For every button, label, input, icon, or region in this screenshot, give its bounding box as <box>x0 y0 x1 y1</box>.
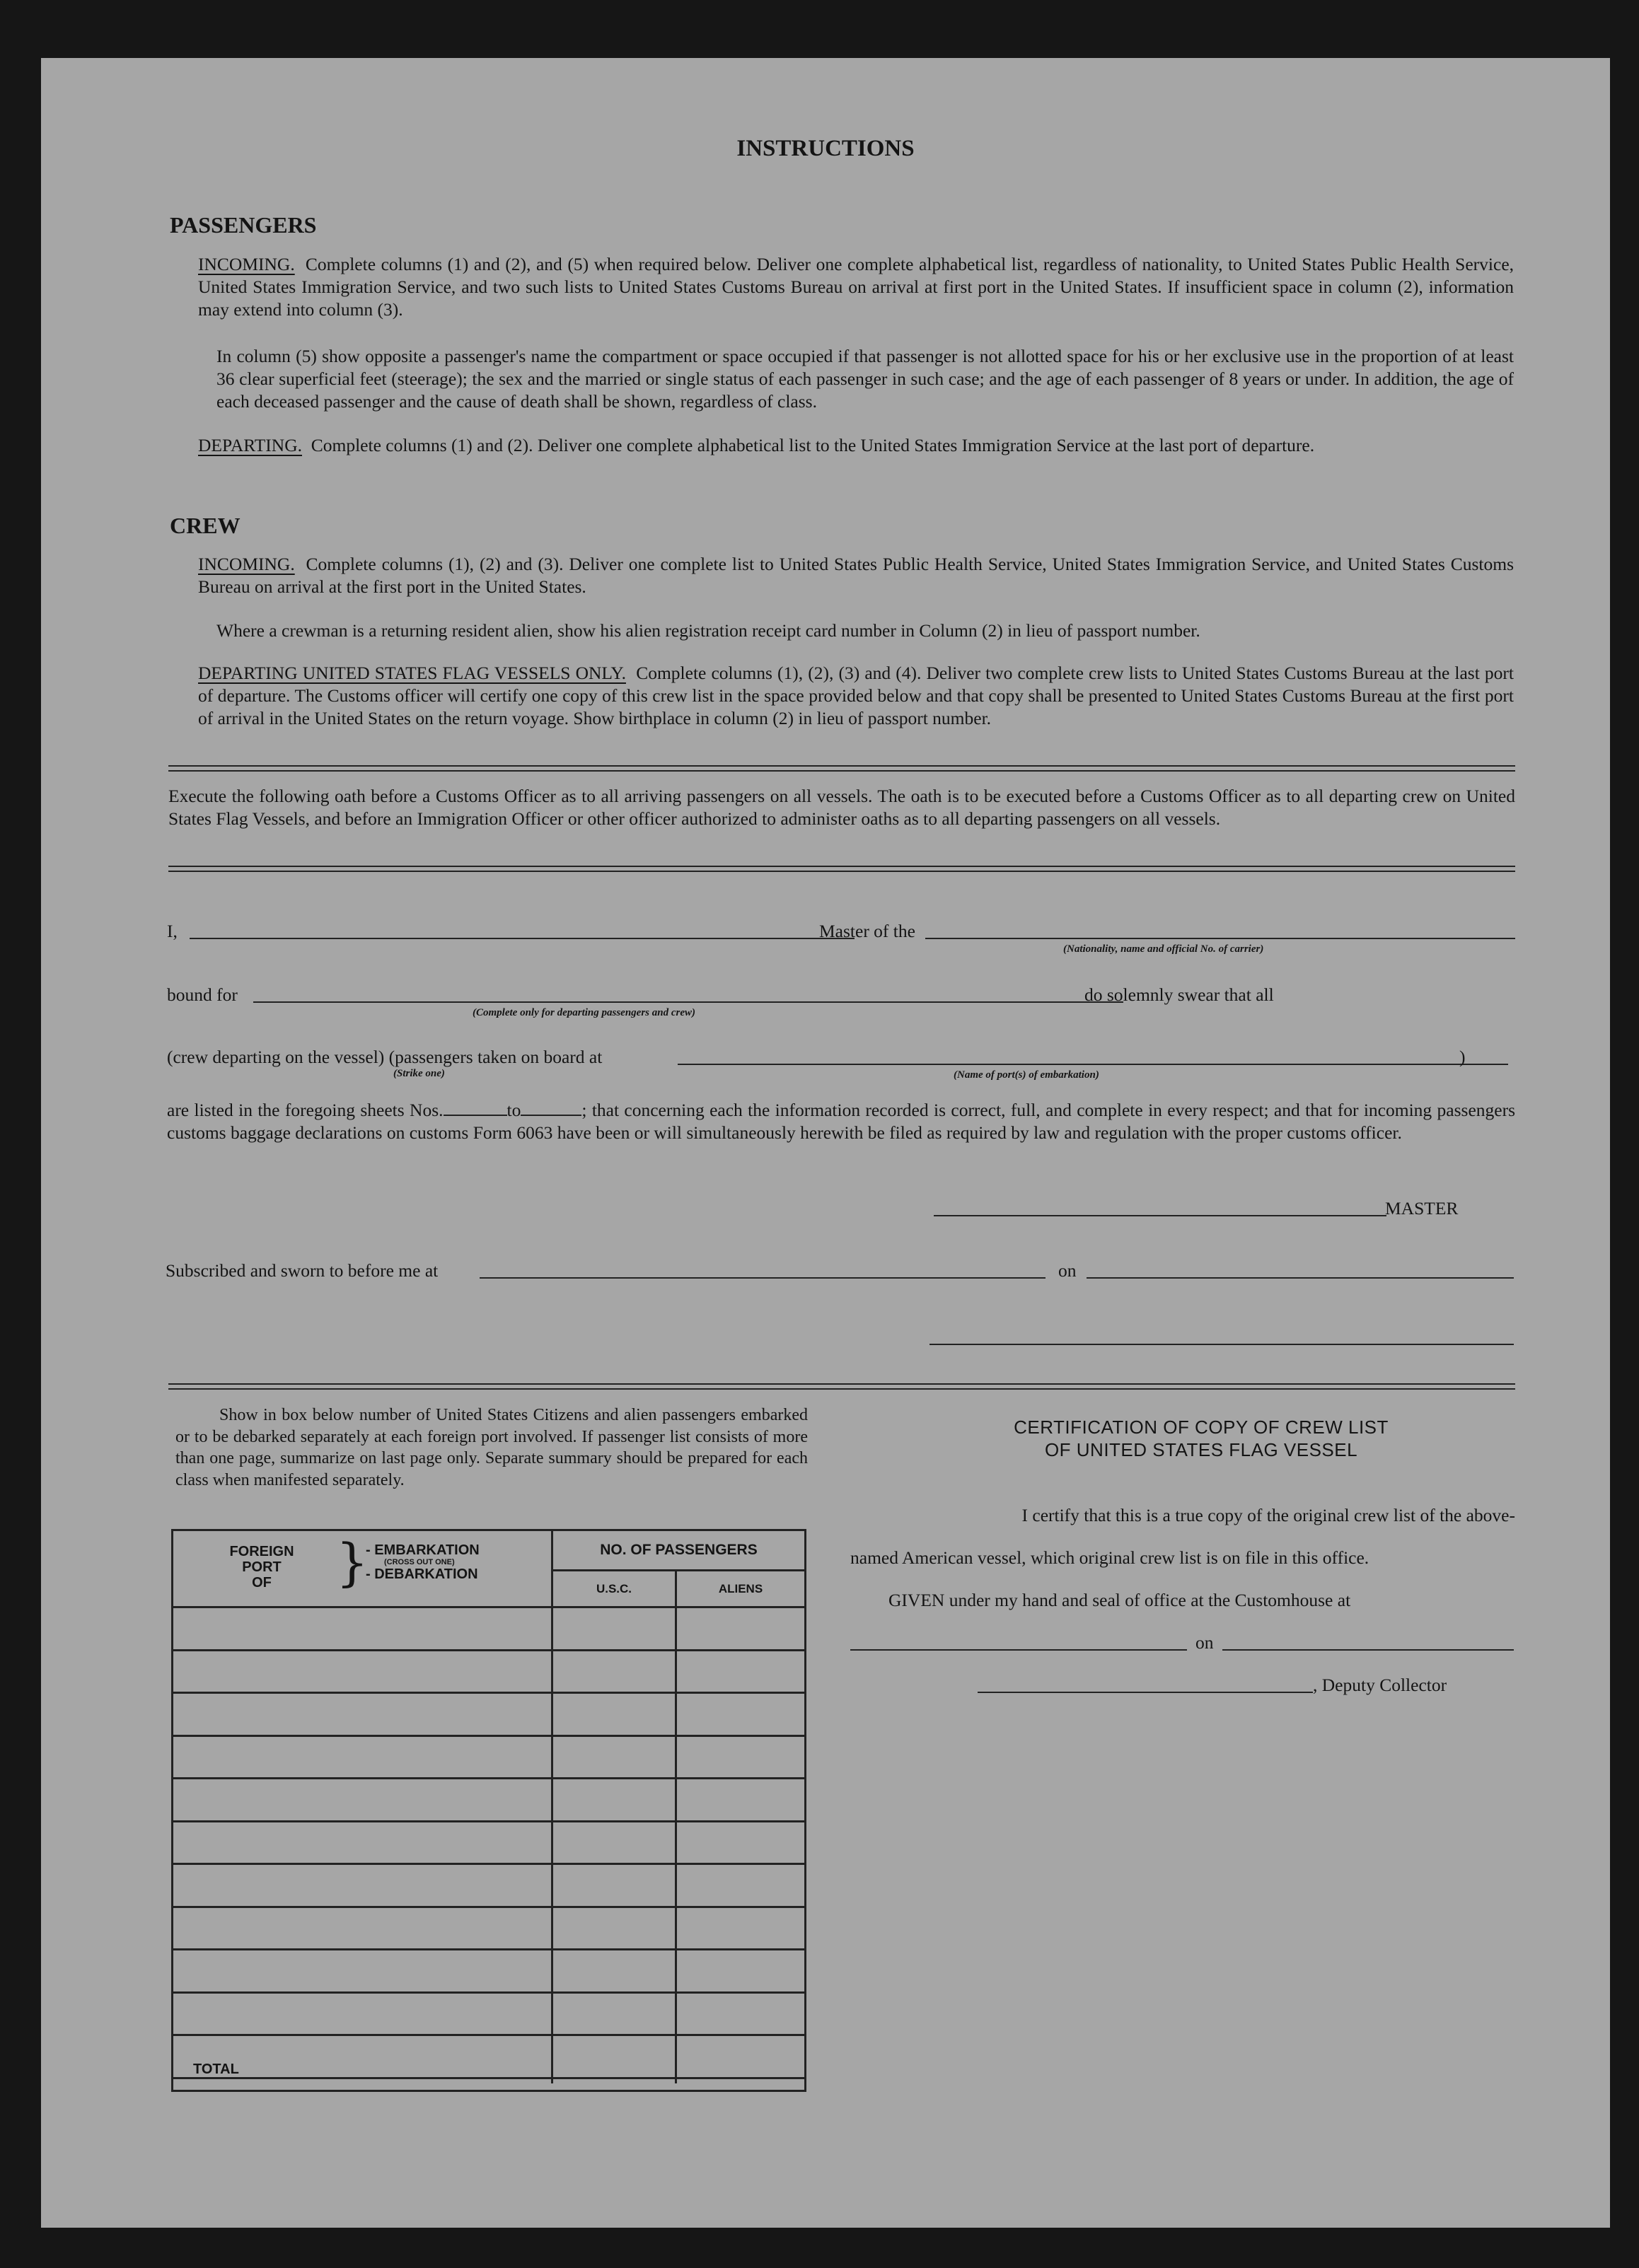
sworn-on-label: on <box>1058 1260 1077 1281</box>
table-cell-aliens[interactable] <box>677 1994 804 2035</box>
strike-one-caption: (Strike one) <box>393 1068 445 1079</box>
crew-incoming-text: Complete columns (1), (2) and (3). Deliver one complete list to United States Public Health Service, United States Immigration Service, and United States Customs Bureau on arrival at the first port in the United States. <box>198 554 1515 597</box>
crew-departing-label: (crew departing on the vessel) (passengers taken on board at <box>167 1047 603 1067</box>
crew-heading: CREW <box>170 513 241 538</box>
table-row[interactable] <box>173 1779 804 1822</box>
passengers-departing-paragraph <box>198 434 1514 457</box>
table-cell-port[interactable] <box>173 1994 553 2035</box>
aliens-header: ALIENS <box>677 1571 804 1608</box>
crew-departing-text: Complete columns (1), (2), (3) and (4). Deliver two complete crew lists to United States Customs Bureau at the last port of departure. The Customs officer will certify one copy of this crew list in the space provided below and that copy shall be presented to United States Customs Bureau at the first port of arrival in the United States on the return voyage. Show birthplace in column (2) in lieu of passport number. <box>198 663 1515 728</box>
table-cell-usc[interactable] <box>553 1608 677 1649</box>
certify-line-2: named American vessel, which original crew list is on file in this office. <box>850 1547 1369 1568</box>
table-cell-aliens[interactable] <box>677 1865 804 1906</box>
table-cell-aliens[interactable] <box>677 1779 804 1820</box>
master-name-field[interactable] <box>190 938 855 939</box>
certification-on-label: on <box>1195 1632 1214 1653</box>
passengers-heading: PASSENGERS <box>170 212 317 238</box>
table-cell-usc[interactable] <box>553 1822 677 1863</box>
bound-for-field[interactable] <box>253 1001 1123 1003</box>
table-cell-port[interactable] <box>173 1822 553 1863</box>
table-cell-aliens[interactable] <box>677 1694 804 1735</box>
table-cell-usc[interactable] <box>553 1950 677 1991</box>
total-label: TOTAL <box>193 2061 239 2077</box>
table-cell-port[interactable] <box>173 1608 553 1649</box>
crew-incoming-label: INCOMING. <box>198 554 295 574</box>
total-row <box>173 2061 804 2084</box>
subscribed-label: Subscribed and sworn to before me at <box>166 1260 439 1281</box>
certification-date-field[interactable] <box>1222 1649 1514 1651</box>
crew-incoming-paragraph <box>198 553 1514 598</box>
crew-resident-paragraph: Where a crewman is a returning resident alien, show his alien registration receipt card number in Column (2) in lieu of passport number. <box>216 620 1200 641</box>
table-row[interactable] <box>173 1822 804 1866</box>
table-cell-port[interactable] <box>173 1865 553 1906</box>
crew-departing-paragraph <box>198 662 1514 730</box>
carrier-field[interactable] <box>925 938 1515 939</box>
crew-departing-label: DEPARTING UNITED STATES FLAG VESSELS ONLY. <box>198 663 626 683</box>
table-cell-usc[interactable] <box>553 1865 677 1906</box>
port-header-cell <box>173 1531 553 1608</box>
passengers-incoming-label: INCOMING. <box>198 254 295 274</box>
table-cell-port[interactable] <box>173 1737 553 1778</box>
table-cell-aliens[interactable] <box>677 1908 804 1949</box>
table-cell-port[interactable] <box>173 1779 553 1820</box>
sheets-post-text: ; that concerning each the information recorded is correct, full, and complete in every respect; and that for incoming passengers customs baggage declarations on customs Form 6063 have been or will simultaneously herewith be filed as required by law and regulation with the proper customs officer. <box>167 1100 1515 1143</box>
passengers-departing-label: DEPARTING. <box>198 435 302 455</box>
double-rule <box>168 765 1515 772</box>
deputy-collector-label: , Deputy Collector <box>1313 1675 1447 1695</box>
double-rule <box>168 866 1515 872</box>
page-title: INSTRUCTIONS <box>736 136 915 161</box>
given-text: GIVEN under my hand and seal of office at the Customhouse at <box>888 1590 1351 1610</box>
certification-heading: CERTIFICATION OF COPY OF CREW LIST OF UNITED STATES FLAG VESSEL <box>1014 1417 1389 1460</box>
table-cell-aliens[interactable] <box>677 1737 804 1778</box>
sworn-date-field[interactable] <box>1087 1277 1514 1279</box>
table-cell-port[interactable] <box>173 1908 553 1949</box>
embarkation-header: - EMBARKATION (CROSS OUT ONE) - DEBARKATION <box>366 1542 480 1582</box>
sheets-pre-text: are listed in the foregoing sheets Nos. <box>167 1100 444 1120</box>
passenger-summary-table <box>171 1529 806 2092</box>
certify-line-1: I certify that this is a true copy of the original crew list of the above- <box>1021 1505 1515 1525</box>
table-cell-usc[interactable] <box>553 1908 677 1949</box>
table-cell-aliens[interactable] <box>677 1651 804 1692</box>
table-cell-usc[interactable] <box>553 1737 677 1778</box>
table-cell-usc[interactable] <box>553 1994 677 2035</box>
solemnly-swear-label: do solemnly swear that all <box>1084 984 1274 1005</box>
table-cell-aliens[interactable] <box>677 1950 804 1991</box>
form-sheet <box>41 58 1610 2228</box>
passengers-incoming-text: Complete columns (1) and (2), and (5) when required below. Deliver one complete alphabetical list, regardless of nationality, to United States Public Health Service, United States Immigration Service, and two such lists to United States Customs Bureau on arrival at first port in the United States. If insufficient space in column (2), information may extend into column (3). <box>198 254 1515 320</box>
bound-caption: (Complete only for departing passengers and crew) <box>473 1007 695 1018</box>
total-usc-cell[interactable] <box>551 2079 677 2084</box>
table-row[interactable] <box>173 1865 804 1908</box>
ports-caption: (Name of port(s) of embarkation) <box>954 1069 1099 1081</box>
table-row[interactable] <box>173 1737 804 1780</box>
ports-field[interactable] <box>678 1064 1508 1065</box>
master-of-the-label: Master of the <box>819 921 915 941</box>
foreign-port-header: FOREIGN PORT OF <box>229 1544 294 1590</box>
close-paren: ) <box>1459 1047 1466 1067</box>
brace: } <box>336 1533 369 1592</box>
table-row[interactable] <box>173 2036 804 2079</box>
sheets-to-text: to <box>506 1100 521 1120</box>
deputy-collector-signature-field[interactable] <box>978 1692 1313 1693</box>
carrier-caption: (Nationality, name and official No. of carrier) <box>1063 943 1264 955</box>
oath-instruction: Execute the following oath before a Customs Officer as to all arriving passengers on all vessels. The oath is to be executed before a Customs Officer as to all departing crew on United States Flag Vessels, and before an Immigration Officer or other officer authorized to administer oaths as to all departing passengers on all vessels. <box>168 786 1515 829</box>
table-row[interactable] <box>173 1994 804 2037</box>
sheets-to-field[interactable] <box>521 1115 581 1116</box>
table-row[interactable] <box>173 1608 804 1651</box>
master-signature-field[interactable] <box>934 1215 1386 1216</box>
table-cell-aliens[interactable] <box>677 2036 804 2077</box>
passengers-departing-text: Complete columns (1) and (2). Deliver one complete alphabetical list to the United States Immigration Service at the last port of departure. <box>311 435 1315 455</box>
officer-signature-field[interactable] <box>929 1344 1514 1345</box>
table-cell-usc[interactable] <box>553 1779 677 1820</box>
table-cell-port[interactable] <box>173 1950 553 1991</box>
table-cell-port[interactable] <box>173 1651 553 1692</box>
table-row[interactable] <box>173 1651 804 1694</box>
table-cell-port[interactable] <box>173 1694 553 1735</box>
table-cell-usc[interactable] <box>553 2036 677 2077</box>
table-cell-usc[interactable] <box>553 1651 677 1692</box>
table-cell-usc[interactable] <box>553 1694 677 1735</box>
sheets-from-field[interactable] <box>444 1115 507 1116</box>
table-cell-aliens[interactable] <box>677 1822 804 1863</box>
sworn-place-field[interactable] <box>480 1277 1046 1279</box>
oath-i-label: I, <box>167 921 178 941</box>
summary-note: Show in box below number of United States Citizens and alien passengers embarked or to be debarked separately at each foreign port involved. If passenger list consists of more than one page, summarize on last page only. Separate summary should be prepared for each class when manifested separately. <box>175 1406 808 1489</box>
master-label: MASTER <box>1385 1198 1459 1219</box>
passengers-column5-paragraph: In column (5) show opposite a passenger's name the compartment or space occupied if that passenger is not allotted space for his or her exclusive use in the proportion of at least 36 clear superficial feet (steerage); the sex and the married or single status of each passenger in such case; and the age of each passenger of 8 years or under. In addition, the age of each deceased passenger and the cause of death shall be shown, regardless of class. <box>216 346 1514 412</box>
double-rule <box>168 1383 1515 1390</box>
table-cell-aliens[interactable] <box>677 1608 804 1649</box>
no-of-passengers-header: NO. OF PASSENGERS <box>553 1531 804 1571</box>
table-row[interactable] <box>173 1908 804 1951</box>
total-aliens-cell[interactable] <box>675 2079 804 2084</box>
usc-header: U.S.C. <box>553 1571 677 1608</box>
bound-for-label: bound for <box>167 984 238 1005</box>
sheets-paragraph <box>167 1099 1515 1144</box>
passengers-incoming-paragraph <box>198 253 1514 321</box>
table-row[interactable] <box>173 1694 804 1737</box>
customhouse-field[interactable] <box>850 1649 1187 1651</box>
table-row[interactable] <box>173 1950 804 1994</box>
